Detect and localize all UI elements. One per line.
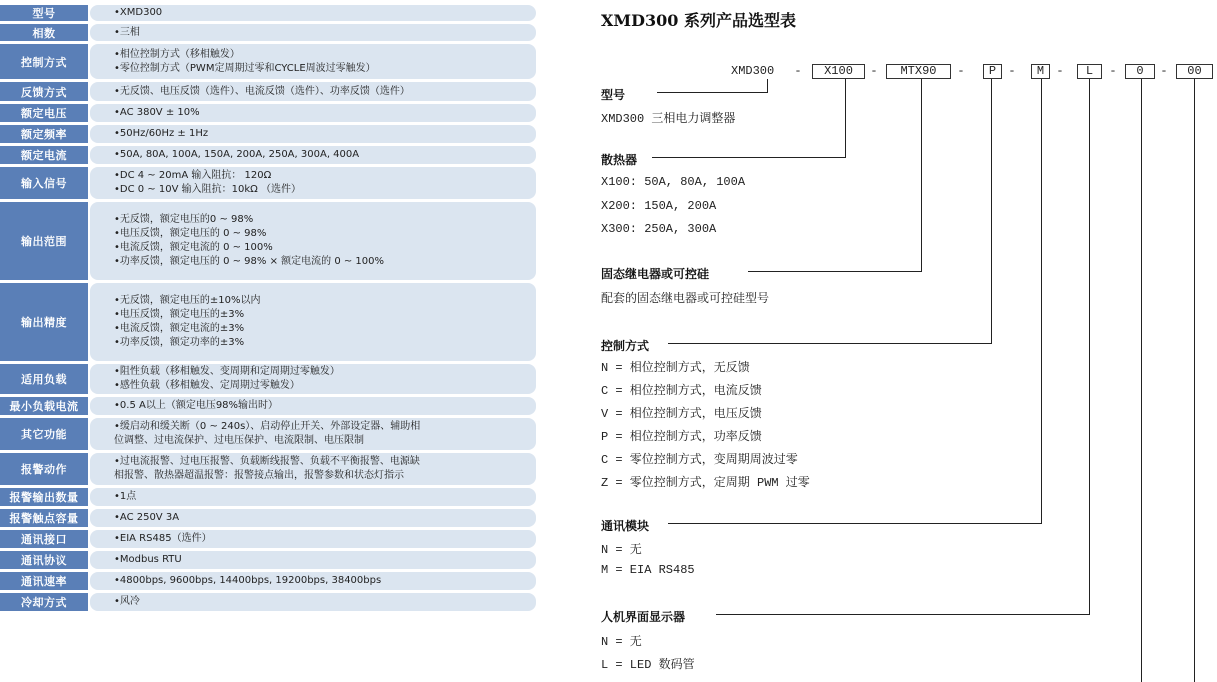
spec-row: [0, 453, 536, 485]
code-separator: -: [957, 64, 965, 78]
code-separator: -: [870, 64, 878, 78]
code-separator: -: [1056, 64, 1064, 78]
spec-value-line: •XMD300: [114, 7, 163, 18]
code-segment-heatsink: X100: [812, 64, 865, 79]
connector-hmi-h: [716, 614, 1090, 615]
spec-value: [90, 593, 536, 611]
spec-value-line: •过电流报警、过电压报警、负载断线报警、负载不平衡报警、电源缺: [114, 456, 420, 467]
spec-label: 通讯速率: [0, 572, 88, 590]
spec-value: [90, 167, 536, 199]
spec-value-line: •零位控制方式（PWM定周期过零和CYCLE周波过零触发）: [114, 62, 376, 74]
spec-value: [90, 488, 536, 506]
spec-value: [90, 364, 536, 394]
spec-value-line: •电压反馈，额定电压的 0 ~ 98%: [114, 228, 267, 239]
section-line: X200: 150A, 200A: [601, 199, 717, 213]
spec-label: 其它功能: [0, 418, 88, 450]
spec-value-line: •50A, 80A, 100A, 150A, 200A, 250A, 300A, 400A: [114, 149, 360, 160]
spec-label: 型号: [0, 5, 88, 21]
spec-row: [0, 146, 536, 164]
connector-option-2: [1194, 79, 1195, 682]
spec-label: 报警触点容量: [0, 509, 88, 527]
spec-value-line: •阻性负载（移相触发、变周期和定周期过零触发）: [114, 366, 340, 377]
spec-row: [0, 202, 536, 280]
spec-label: 反馈方式: [0, 82, 88, 101]
spec-row: [0, 82, 536, 101]
connector-heatsink: [845, 79, 846, 157]
spec-label: 报警输出数量: [0, 488, 88, 506]
spec-value-line: •功率反馈，额定电压的 0 ~ 98% × 额定电流的 0 ~ 100%: [114, 256, 385, 267]
spec-value: [90, 125, 536, 143]
spec-value: [90, 397, 536, 415]
spec-value-line: •无反馈、电压反馈（选件）、电流反馈（选件）、功率反馈（选件）: [114, 85, 410, 97]
spec-value-line: •无反馈，额定电压的±10%以内: [114, 295, 261, 306]
spec-row: [0, 364, 536, 394]
section-line: P = 相位控制方式，功率反馈: [601, 430, 762, 444]
spec-row: [0, 418, 536, 450]
section-line: 配套的固态继电器或可控硅型号: [601, 292, 770, 306]
spec-value-line: •感性负载（移相触发、定周期过零触发）: [114, 380, 300, 391]
spec-row: [0, 104, 536, 122]
spec-label: 通讯接口: [0, 530, 88, 548]
connector-comm-h: [668, 523, 1042, 524]
connector-model: [767, 79, 768, 92]
spec-value-line: •50Hz/60Hz ± 1Hz: [114, 128, 209, 139]
connector-ssr: [921, 79, 922, 271]
spec-value-line: •1点: [114, 491, 137, 502]
spec-value: [90, 572, 536, 590]
spec-value-line: •电压反馈，额定电压的±3%: [114, 309, 245, 320]
spec-value-line: •电流反馈，额定电流的±3%: [114, 323, 245, 334]
section-title: 散热器: [601, 153, 638, 167]
spec-row: [0, 593, 536, 611]
spec-value-line: •DC 4 ~ 20mA 输入阻抗： 120Ω: [114, 170, 272, 181]
spec-value-line: •AC 250V 3A: [114, 512, 180, 523]
spec-value: [90, 509, 536, 527]
spec-value: [90, 453, 536, 485]
spec-row: [0, 125, 536, 143]
spec-row: [0, 488, 536, 506]
spec-value: [90, 418, 536, 450]
section-line: X300: 250A, 300A: [601, 222, 717, 236]
section-line: L = LED 数码管: [601, 658, 695, 672]
code-segment-comm: M: [1031, 64, 1050, 79]
spec-label: 适用负载: [0, 364, 88, 394]
code-segment-control: P: [983, 64, 1002, 79]
spec-row: [0, 283, 536, 361]
spec-row: [0, 44, 536, 79]
code-segment-option-1: 0: [1125, 64, 1155, 79]
spec-value-line: •功率反馈，额定功率的±3%: [114, 337, 245, 348]
spec-row: [0, 572, 536, 590]
spec-value-line: •无反馈，额定电压的0 ~ 98%: [114, 214, 254, 225]
spec-value-line: •缓启动和缓关断（0 ~ 240s）、启动停止开关、外部设定器、辅助相: [114, 421, 421, 432]
spec-value-line: •相位控制方式（移相触发）: [114, 48, 240, 60]
spec-label: 额定频率: [0, 125, 88, 143]
spec-value-line: •Modbus RTU: [114, 554, 182, 565]
code-segment-hmi: L: [1077, 64, 1102, 79]
spec-value: [90, 283, 536, 361]
section-line: Z = 零位控制方式，定周期 PWM 过零: [601, 476, 810, 490]
spec-value: [90, 551, 536, 569]
section-title: 控制方式: [601, 339, 650, 353]
connector-control: [991, 79, 992, 343]
spec-value-line: •风冷: [114, 596, 140, 607]
code-separator: -: [794, 64, 802, 78]
spec-row: [0, 167, 536, 199]
code-segment-ssr: MTX90: [886, 64, 951, 79]
section-line: N = 无: [601, 635, 642, 649]
section-line: XMD300 三相电力调整器: [601, 112, 736, 126]
spec-row: [0, 530, 536, 548]
spec-value: [90, 104, 536, 122]
spec-value-line: •电流反馈，额定电流的 0 ~ 100%: [114, 242, 273, 253]
spec-value-line: •4800bps, 9600bps, 14400bps, 19200bps, 38400bps: [114, 575, 382, 586]
spec-table: [0, 5, 536, 614]
spec-value: [90, 146, 536, 164]
spec-value-line: •三相: [114, 26, 140, 38]
guide-title: XMD300 系列产品选型表: [601, 11, 796, 30]
section-line: N = 无: [601, 543, 642, 557]
spec-value-line: 位调整、过电流保护、过电压保护、电流限制、电压限制: [114, 435, 364, 446]
connector-control-h: [668, 343, 992, 344]
spec-row: [0, 509, 536, 527]
section-line: M = EIA RS485: [601, 563, 695, 577]
spec-label: 最小负载电流: [0, 397, 88, 415]
spec-row: [0, 551, 536, 569]
connector-hmi: [1089, 79, 1090, 614]
code-separator: -: [1008, 64, 1016, 78]
spec-value-line: 相报警、散热器超温报警：报警接点输出，报警参数和状态灯指示: [114, 470, 404, 481]
code-prefix: XMD300: [731, 64, 775, 78]
section-line: X100: 50A, 80A, 100A: [601, 175, 746, 189]
section-line: C = 零位控制方式，变周期周波过零: [601, 453, 798, 467]
connector-ssr-h: [748, 271, 922, 272]
section-line: C = 相位控制方式，电流反馈: [601, 384, 762, 398]
connector-model-h: [657, 92, 768, 93]
spec-row: [0, 24, 536, 41]
spec-value: [90, 82, 536, 101]
spec-label: 控制方式: [0, 44, 88, 79]
spec-value: [90, 5, 536, 21]
section-title: 型号: [601, 88, 626, 102]
spec-value: [90, 530, 536, 548]
code-separator: -: [1109, 64, 1117, 78]
spec-value: [90, 202, 536, 280]
connector-comm: [1041, 79, 1042, 523]
spec-value: [90, 24, 536, 41]
connector-heatsink-h: [652, 157, 846, 158]
spec-value-line: •AC 380V ± 10%: [114, 107, 200, 118]
spec-row: [0, 5, 536, 21]
connector-option-1: [1141, 79, 1142, 682]
spec-label: 通讯协议: [0, 551, 88, 569]
spec-value-line: •EIA RS485（选件）: [114, 533, 212, 544]
spec-label: 相数: [0, 24, 88, 41]
section-line: N = 相位控制方式，无反馈: [601, 361, 750, 375]
spec-value-line: •0.5 A以上（额定电压98%输出时）: [114, 400, 279, 411]
section-title: 通讯模块: [601, 519, 650, 533]
spec-label: 报警动作: [0, 453, 88, 485]
spec-label: 额定电流: [0, 146, 88, 164]
code-separator: -: [1160, 64, 1168, 78]
spec-value: [90, 44, 536, 79]
spec-label: 输出范围: [0, 202, 88, 280]
code-segment-option-2: 00: [1176, 64, 1213, 79]
section-title: 人机界面显示器: [601, 610, 686, 624]
spec-label: 输入信号: [0, 167, 88, 199]
spec-row: [0, 397, 536, 415]
spec-label: 额定电压: [0, 104, 88, 122]
spec-label: 冷却方式: [0, 593, 88, 611]
spec-value-line: •DC 0 ~ 10V 输入阻抗：10kΩ （选件）: [114, 184, 301, 195]
spec-label: 输出精度: [0, 283, 88, 361]
section-title: 固态继电器或可控硅: [601, 267, 710, 281]
section-line: V = 相位控制方式，电压反馈: [601, 407, 762, 421]
